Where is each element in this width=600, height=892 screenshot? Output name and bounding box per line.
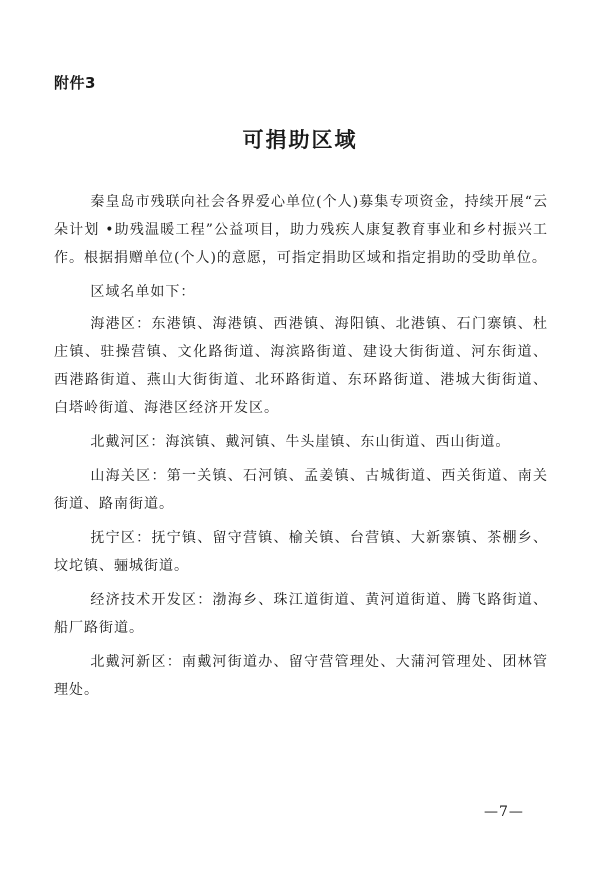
attachment-label: 附件3 (54, 74, 96, 92)
region-development-zone: 经济技术开发区：渤海乡、珠江道街道、黄河道街道、腾飞路街道、船厂路街道。 (54, 592, 548, 636)
page-number: —7— (484, 804, 524, 820)
body-text (54, 188, 548, 710)
region-shanhaiguan: 山海关区：第一关镇、石河镇、孟姜镇、古城街道、西关街道、南关街道、路南街道。 (54, 468, 548, 512)
region-haigang: 海港区：东港镇、海港镇、西港镇、海阳镇、北港镇、石门寨镇、杜庄镇、驻操营镇、文化路街道、海滨路街道、建设大街街道、河东街道、西港路街道、燕山大街街道、北环路街道、东环路街道、港城大街街道、白塔岭街道、海港区经济开发区。 (54, 316, 548, 416)
page-title: 可捐助区域 (242, 128, 358, 152)
region-beidaihe: 北戴河区：海滨镇、戴河镇、牛头崖镇、东山街道、西山街道。 (90, 434, 511, 450)
intro-paragraph: 秦皇岛市残联向社会各界爱心单位(个人)募集专项资金，持续开展“云朵计划 •助残温暖工程”公益项目，助力残疾人康复教育事业和乡村振兴工作。根据捐赠单位(个人)的意愿，可指定捐助区域和指定捐助的受助单位。 (54, 194, 548, 266)
region-funing: 抚宁区：抚宁镇、留守营镇、榆关镇、台营镇、大新寨镇、茶棚乡、坟坨镇、骊城街道。 (54, 530, 548, 574)
region-beidaihe-new-area: 北戴河新区：南戴河街道办、留守营管理处、大蒲河管理处、团林管理处。 (54, 654, 548, 698)
region-list-heading: 区域名单如下： (90, 284, 196, 300)
